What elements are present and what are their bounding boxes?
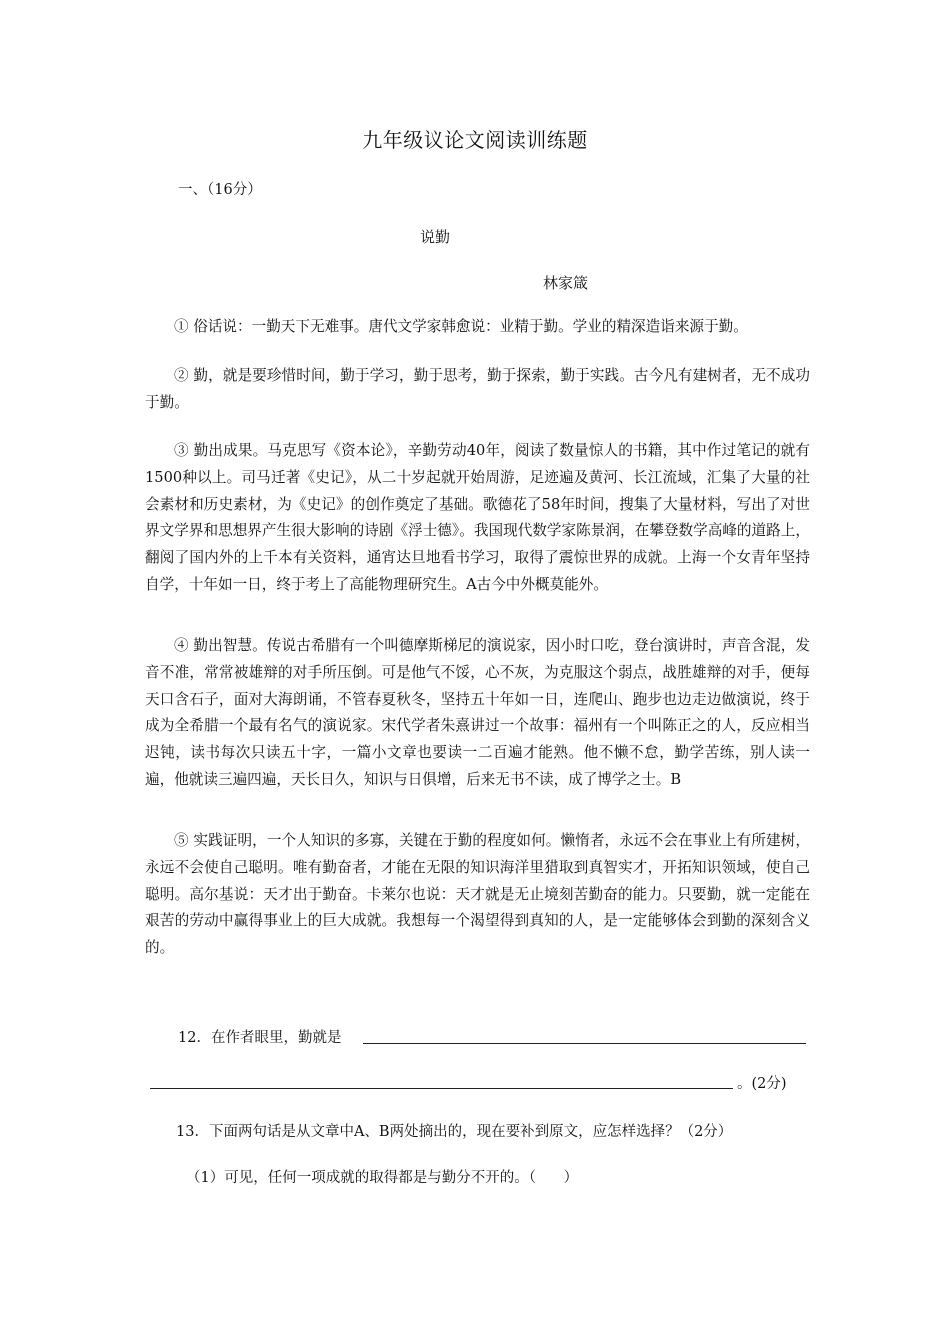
answer-blank-line-1[interactable]	[363, 1043, 806, 1044]
paragraph-5: ⑤ 实践证明，一个人知识的多寡，关键在于勤的程度如何。懒惰者，永远不会在事业上有所建树，永远不会使自己聪明。唯有勤奋者，才能在无限的知识海洋里猎取到真智实才，开拓知识领域，使自己聪明。高尔基说：天才出于勤奋。卡莱尔也说：天才就是无止境刻苦勤奋的能力。只要勤，就一定能在艰苦的劳动中赢得事业上的巨大成就。我想每一个渴望得到真知的人，是一定能够体会到勤的深刻含义的。	[145, 832, 810, 957]
essay-title: 说勤	[420, 228, 451, 246]
paragraph-1: ① 俗话说：一勤天下无难事。唐代文学家韩愈说：业精于勤。学业的精深造诣来源于勤。	[174, 318, 748, 335]
page-title: 九年级议论文阅读训练题	[362, 128, 588, 152]
section-heading: 一、（16分）	[178, 182, 262, 198]
paragraph-4: ④ 勤出智慧。传说古希腊有一个叫德摩斯梯尼的演说家，因小时口吃，登台演讲时，声音含混，发音不准，常常被雄辩的对手所压倒。可是他气不馁，心不灰，为克服这个弱点，战胜雄辩的对手，便每天口含石子，面对大海朗诵，不管春夏秋冬，坚持五十年如一日，连爬山、跑步也边走边做演说，终于成为全希腊一个最有名气的演说家。宋代学者朱熹讲过一个故事：福州有一个叫陈正之的人，反应相当迟钝，读书每次只读五十字，一篇小文章也要读一二百遍才能熟。他不懒不怠，勤学苦练，别人读一遍，他就读三遍四遍，天长日久，知识与日俱增，后来无书不读，成了博学之士。B	[145, 637, 810, 788]
question-12-prompt: 12．在作者眼里，勤就是	[178, 1030, 342, 1046]
question-13-prompt: 13．下面两句话是从文章中A、B两处摘出的，现在要补到原文，应怎样选择？（2分）	[176, 1124, 733, 1140]
question-12-points: 。(2分)	[737, 1076, 787, 1092]
question-13-item-1: （1）可见，任何一项成就的取得都是与勤分不开的。（ ）	[186, 1170, 579, 1186]
paragraph-2: ② 勤，就是要珍惜时间，勤于学习，勤于思考，勤于探索，勤于实践。古今凡有建树者，无不成功于勤。	[145, 367, 810, 411]
essay-author: 林家箴	[543, 274, 589, 292]
answer-blank-line-2[interactable]	[150, 1088, 733, 1089]
paragraph-3: ③ 勤出成果。马克思写《资本论》，辛勤劳动40年，阅读了数量惊人的书籍，其中作过笔记的就有1500种以上。司马迁著《史记》，从二十岁起就开始周游，足迹遍及黄河、长江流域，汇集了大量的社会素材和历史素材，为《史记》的创作奠定了基础。歌德花了58年时间，搜集了大量材料，写出了对世界文学界和思想界产生很大影响的诗剧《浮士德》。我国现代数学家陈景润，在攀登数学高峰的道路上，翻阅了国内外的上千本有关资料，通宵达旦地看书学习，取得了震惊世界的成就。上海一个女青年坚持自学，十年如一日，终于考上了高能物理研究生。A古今中外概莫能外。	[145, 442, 810, 593]
